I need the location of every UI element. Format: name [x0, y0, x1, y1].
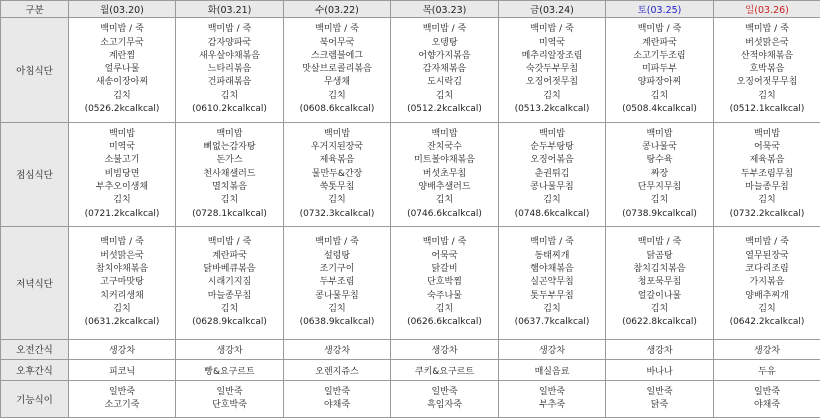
menu-item: 일반죽 [646, 386, 673, 397]
functional-diet-cell [499, 380, 606, 417]
menu-item: 도시락김 [427, 77, 462, 88]
menu-item: 백미밥 / 죽 [745, 24, 789, 35]
menu-item: 버섯맑은국 [100, 250, 144, 261]
functional-diet-cell [714, 380, 820, 417]
snack-cell: 생강차 [284, 339, 391, 360]
snack-cell: 두유 [714, 360, 820, 381]
menu-item: 김치 [650, 195, 669, 206]
menu-item: 두부조림무침 [740, 168, 794, 179]
menu-item: (0732.3kcalkcal) [299, 208, 375, 219]
menu-item: 미트볼야채볶음 [414, 155, 475, 166]
menu-item: 김치 [113, 303, 131, 314]
menu-item: 닭곰탕 [646, 250, 673, 261]
menu-item: (0738.9kcalkcal) [622, 208, 697, 219]
menu-item: 닭갈비 [431, 263, 458, 274]
menu-item: 북어무국 [319, 37, 355, 48]
menu-item: 비빔당면 [104, 168, 140, 179]
menu-item: 새우살야채볶음 [199, 50, 260, 61]
menu-cell [391, 122, 499, 227]
day-header: 수(03.22) [284, 1, 391, 18]
menu-item: 어묵국 [431, 250, 458, 261]
menu-item: 어묵국 [753, 142, 781, 153]
menu-item: 김치 [543, 90, 561, 101]
menu-item: 김치 [435, 195, 454, 206]
menu-item: 참치김치볶음 [633, 263, 686, 274]
snack-cell: 생강차 [176, 339, 284, 360]
functional-diet-cell [606, 380, 714, 417]
menu-cell [499, 122, 606, 227]
menu-item: 우거지된장국 [310, 142, 364, 153]
menu-item: 톳두부무침 [530, 290, 574, 301]
menu-item: 스크렘블에그 [310, 50, 364, 61]
menu-item: 김치 [435, 303, 454, 314]
menu-item: 흑임자죽 [427, 399, 462, 410]
menu-item: 열무된장국 [745, 250, 789, 261]
menu-item: 백미밥 [538, 128, 566, 139]
functional-diet-cell [69, 380, 176, 417]
menu-item: 양배추찌개 [745, 290, 789, 301]
menu-item: 미파두부 [642, 64, 677, 75]
menu-item: (0610.2kcalkcal) [192, 104, 267, 115]
menu-item: (0512.2kcalkcal) [407, 104, 482, 115]
menu-item: 김치 [543, 195, 561, 206]
menu-item: 무생채 [323, 77, 351, 88]
menu-cell [284, 18, 391, 123]
menu-item: 백미밥 / 죽 [207, 24, 252, 35]
menu-item: 일반죽 [323, 386, 351, 397]
menu-item: 버섯초무침 [422, 168, 467, 179]
menu-item: 야채죽 [323, 399, 351, 410]
menu-item: 호박볶음 [749, 64, 785, 75]
menu-item: 김치 [758, 303, 776, 314]
menu-item: 백미밥 [323, 128, 351, 139]
menu-item: 산적야채볶음 [740, 50, 794, 61]
menu-cell [69, 227, 176, 339]
menu-cell [176, 122, 284, 227]
menu-item: 김치 [113, 195, 131, 206]
menu-item: 야채죽 [753, 399, 781, 410]
snack-cell: 피코닉 [69, 360, 176, 381]
menu-cell [391, 18, 499, 123]
menu-item: 짜장 [650, 168, 669, 179]
menu-item: 김치 [328, 90, 346, 101]
menu-item: 일반죽 [108, 386, 136, 397]
day-header: 월(03.20) [69, 1, 176, 18]
snack-cell: 생강차 [391, 339, 499, 360]
menu-item: 김치 [543, 303, 561, 314]
menu-item: (0631.2kcalkcal) [84, 317, 160, 328]
menu-cell [176, 227, 284, 339]
menu-item: 백미밥 [646, 128, 673, 139]
functional-diet-cell [176, 380, 284, 417]
menu-item: (0513.2kcalkcal) [514, 104, 590, 115]
menu-item: 조기구이 [319, 263, 355, 274]
menu-item: (0637.7kcalkcal) [514, 317, 590, 328]
menu-item: (0508.4kcalkcal) [622, 104, 697, 115]
menu-item: (0728.1kcalkcal) [192, 208, 267, 219]
menu-item: 부추오이생채 [95, 182, 149, 193]
snack-cell: 생강차 [714, 339, 820, 360]
menu-cell [499, 18, 606, 123]
snack-row-label: 오전간식 [1, 339, 69, 360]
menu-item: 일반죽 [753, 386, 781, 397]
menu-item: 고구마맛탕 [100, 277, 144, 288]
snack-cell: 생강차 [499, 339, 606, 360]
meal-row [1, 227, 820, 339]
snack-row [1, 339, 820, 360]
menu-body [1, 18, 820, 418]
menu-item: 김치 [113, 90, 131, 101]
menu-item: 제육볶음 [319, 155, 355, 166]
day-header: 목(03.23) [391, 1, 499, 18]
menu-item: (0622.8kcalkcal) [622, 317, 697, 328]
snack-cell: 오렌지쥬스 [284, 360, 391, 381]
menu-item: 백미밥 / 죽 [422, 237, 467, 248]
menu-item: 새송이장아찌 [95, 77, 149, 88]
menu-item: 오징어볶음 [530, 155, 574, 166]
menu-item: 동태찌개 [534, 250, 570, 261]
header-row [1, 1, 820, 18]
snack-cell: 매실음료 [499, 360, 606, 381]
menu-item: (0608.6kcalkcal) [299, 104, 375, 115]
menu-item: 백미밥 / 죽 [422, 24, 467, 35]
menu-item: 뼈없는감자탕 [203, 142, 256, 153]
menu-cell [391, 227, 499, 339]
menu-item: (0748.6kcalkcal) [514, 208, 590, 219]
functional-diet-row [1, 380, 820, 417]
menu-item: 건파래볶음 [207, 77, 252, 88]
menu-item: 어향가지볶음 [418, 50, 471, 61]
day-header: 일(03.26) [714, 1, 820, 18]
menu-item: 백미밥 / 죽 [100, 237, 144, 248]
menu-item: 탕수육 [646, 155, 673, 166]
menu-item: 마늘종무침 [207, 290, 252, 301]
day-header: 금(03.24) [499, 1, 606, 18]
menu-cell [69, 18, 176, 123]
menu-item: (0642.2kcalkcal) [729, 317, 805, 328]
functional-diet-cell [284, 380, 391, 417]
menu-item: 감자채볶음 [422, 64, 467, 75]
menu-item: 시래기지짐 [207, 277, 252, 288]
menu-item: 백미밥 / 죽 [315, 24, 359, 35]
snack-cell: 쿠키&요구르트 [391, 360, 499, 381]
snack-row [1, 360, 820, 381]
menu-item: 햄야채볶음 [530, 263, 574, 274]
snack-cell: 생강차 [606, 339, 714, 360]
menu-item: 백미밥 / 죽 [530, 237, 574, 248]
menu-item: 가지볶음 [749, 277, 785, 288]
meal-row [1, 122, 820, 227]
snack-cell: 바나나 [606, 360, 714, 381]
menu-item: 제육볶음 [749, 155, 785, 166]
functional-diet-cell [391, 380, 499, 417]
menu-item: 부추죽 [538, 399, 566, 410]
menu-item: 양배추샐러드 [418, 182, 471, 193]
menu-item: 콩나물무침 [315, 290, 359, 301]
meal-row [1, 18, 820, 123]
menu-item: 계란파국 [212, 250, 247, 261]
menu-item: 맛살브로콜리볶음 [302, 64, 372, 75]
menu-item: 감자양파국 [207, 37, 252, 48]
menu-item: 계란파국 [642, 37, 677, 48]
menu-item: 김치 [650, 303, 669, 314]
menu-cell [499, 227, 606, 339]
menu-item: 백미밥 [108, 128, 136, 139]
menu-item: (0626.6kcalkcal) [407, 317, 482, 328]
menu-item: 콩나물국 [642, 142, 677, 153]
meal-row-label: 아침식단 [1, 18, 69, 123]
menu-item: 계란찜 [108, 50, 136, 61]
menu-item: 백미밥 / 죽 [637, 237, 682, 248]
menu-item: 김치 [220, 303, 239, 314]
menu-item: 소고기죽 [104, 399, 140, 410]
meal-row-label: 저녁식단 [1, 227, 69, 339]
menu-item: 코다리조림 [745, 263, 789, 274]
menu-item: 돈가스 [216, 155, 243, 166]
menu-item: 양파장아찌 [637, 77, 682, 88]
menu-item: 단호박죽 [212, 399, 247, 410]
snack-cell: 빵&요구르트 [176, 360, 284, 381]
menu-item: (0526.2kcalkcal) [84, 104, 160, 115]
menu-item: 백미밥 / 죽 [530, 24, 574, 35]
menu-item: 김치 [435, 90, 454, 101]
menu-cell [714, 122, 820, 227]
menu-item: 미역국 [108, 142, 136, 153]
menu-item: (0638.9kcalkcal) [299, 317, 375, 328]
menu-item: 실곤약무침 [530, 277, 574, 288]
menu-item: 물만두&간장 [311, 168, 363, 179]
menu-item: 백미밥 [753, 128, 781, 139]
menu-cell [606, 227, 714, 339]
menu-item: (0721.2kcalkcal) [84, 208, 160, 219]
menu-item: 김치 [328, 195, 346, 206]
menu-item: 쑥톳무침 [319, 182, 355, 193]
menu-item: 김치 [758, 90, 776, 101]
menu-item: 김치 [220, 195, 239, 206]
menu-item: (0512.1kcalkcal) [729, 104, 805, 115]
menu-item: 천사채샐러드 [203, 168, 256, 179]
menu-item: (0732.2kcalkcal) [729, 208, 805, 219]
menu-item: 참치야채볶음 [95, 263, 149, 274]
menu-item: (0628.9kcalkcal) [192, 317, 267, 328]
menu-item: 일반죽 [216, 386, 243, 397]
menu-item: 일반죽 [538, 386, 566, 397]
menu-item: 두부조림 [319, 277, 355, 288]
menu-item: 멸치볶음 [212, 182, 247, 193]
menu-item: 버섯맑은국 [745, 37, 789, 48]
menu-cell [69, 122, 176, 227]
menu-item: 백미밥 / 죽 [315, 237, 359, 248]
menu-item: 김치 [220, 90, 239, 101]
menu-item: 설렁탕 [323, 250, 351, 261]
menu-cell [606, 122, 714, 227]
menu-cell [284, 122, 391, 227]
menu-item: 숙갓두부무침 [525, 64, 579, 75]
menu-item: 백미밥 / 죽 [100, 24, 144, 35]
menu-item: 오징어젓무무침 [736, 77, 798, 88]
menu-item: 미역국 [538, 37, 566, 48]
menu-item: 소불고기 [104, 155, 140, 166]
menu-item: 청포묵무침 [637, 277, 682, 288]
menu-item: 치커리생채 [100, 290, 144, 301]
snack-cell: 생강차 [69, 339, 176, 360]
menu-item: 오뎅탕 [431, 37, 458, 48]
menu-item: 단호박찜 [427, 277, 462, 288]
menu-item: 오징어젓무침 [525, 77, 579, 88]
menu-item: 마늘종무침 [745, 182, 789, 193]
menu-item: 단무지무침 [637, 182, 682, 193]
menu-item: 얼루나물 [104, 64, 140, 75]
menu-item: 김치 [328, 303, 346, 314]
menu-item: 백미밥 / 죽 [745, 237, 789, 248]
menu-cell [176, 18, 284, 123]
menu-cell [714, 18, 820, 123]
menu-cell [284, 227, 391, 339]
menu-item: 메추리알장조림 [521, 50, 583, 61]
menu-item: 닭바베큐볶음 [203, 263, 256, 274]
menu-item: 춘권튀김 [534, 168, 570, 179]
day-header: 화(03.21) [176, 1, 284, 18]
menu-item: 잔치국수 [427, 142, 462, 153]
menu-item: 소고기무국 [100, 37, 144, 48]
menu-cell [606, 18, 714, 123]
menu-item: 순두부탕탕 [530, 142, 574, 153]
meal-row-label: 점심식단 [1, 122, 69, 227]
functional-diet-label: 기능식이 [1, 380, 69, 417]
menu-item: 백미밥 / 죽 [637, 24, 682, 35]
menu-item: 콩나물무침 [530, 182, 574, 193]
menu-item: 숙주나물 [427, 290, 462, 301]
menu-item: 김치 [758, 195, 776, 206]
menu-item: 얼갈이나물 [637, 290, 682, 301]
menu-item: 백미밥 / 죽 [207, 237, 252, 248]
menu-item: 김치 [650, 90, 669, 101]
menu-item: 닭죽 [650, 399, 669, 410]
menu-item: 느타리볶음 [207, 64, 252, 75]
menu-item: 일반죽 [431, 386, 458, 397]
day-header: 토(03.25) [606, 1, 714, 18]
menu-cell [714, 227, 820, 339]
menu-item: 소고기두조림 [633, 50, 686, 61]
menu-item: 백미밥 [216, 128, 243, 139]
category-header: 구분 [1, 1, 69, 18]
menu-item: 백미밥 [431, 128, 458, 139]
snack-row-label: 오후간식 [1, 360, 69, 381]
menu-item: (0746.6kcalkcal) [407, 208, 482, 219]
